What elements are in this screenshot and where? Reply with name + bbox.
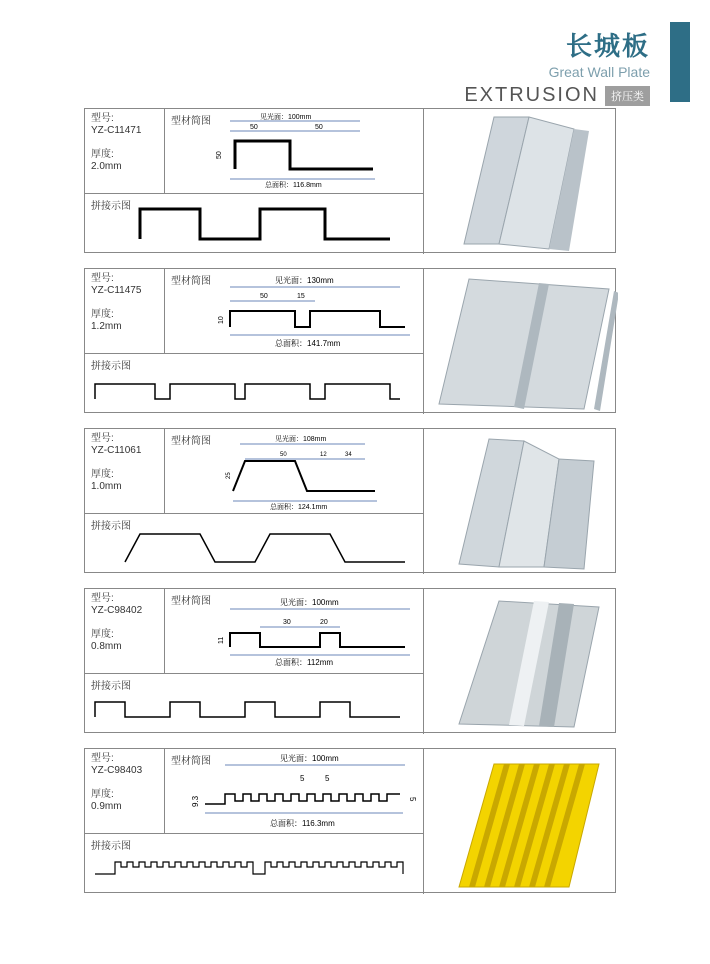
dim-label: 5 xyxy=(300,774,305,783)
diagram-label: 型材简图 xyxy=(171,116,211,127)
dim-label: 12 xyxy=(320,452,327,458)
model-cell xyxy=(85,749,165,834)
thickness-value: 1.2mm xyxy=(91,321,122,332)
dim-label: 5 xyxy=(325,774,330,783)
dim-label: 50 xyxy=(250,124,258,131)
height-label: 50 xyxy=(216,151,223,159)
joint-diagram xyxy=(85,834,423,894)
model-label: 型号: xyxy=(91,113,114,124)
thickness-value: 0.9mm xyxy=(91,801,122,812)
model-value: YZ-C11475 xyxy=(91,285,142,296)
total-area-text: 总面积：124.1mm xyxy=(270,504,328,511)
diagram-label: 型材简图 xyxy=(171,276,211,287)
visible-width-text: 见光面：130mm xyxy=(275,276,334,285)
joint-diagram xyxy=(85,674,423,734)
visible-width-text: 见光面：100mm xyxy=(280,754,339,763)
model-label: 型号: xyxy=(91,593,114,604)
total-area-text: 总面积：112mm xyxy=(275,658,334,667)
photo-render xyxy=(424,749,618,894)
dim-label: 50 xyxy=(260,293,268,300)
total-area-text: 总面积：141.7mm xyxy=(275,339,341,348)
height-label: 9.3 xyxy=(191,795,200,807)
joint-cell xyxy=(85,514,423,574)
total-area-text: 总面积：116.3mm xyxy=(270,819,335,828)
title-chinese: 长城板 xyxy=(565,31,650,61)
visible-width-text: 见光面：108mm xyxy=(275,436,327,443)
dim-label: 50 xyxy=(280,452,287,458)
joint-cell xyxy=(85,354,423,414)
thickness-value: 1.0mm xyxy=(91,481,122,492)
category-row xyxy=(464,84,650,107)
product-panel-5 xyxy=(84,748,616,893)
joint-diagram xyxy=(85,514,423,574)
model-cell xyxy=(85,269,165,354)
thickness-label: 厚度: xyxy=(91,789,114,800)
thickness-label: 厚度: xyxy=(91,469,114,480)
model-cell xyxy=(85,589,165,674)
dim-label: 20 xyxy=(320,619,328,626)
product-panel-2 xyxy=(84,268,616,413)
model-cell xyxy=(85,429,165,514)
product-panel-1 xyxy=(84,108,616,253)
model-label: 型号: xyxy=(91,273,114,284)
photo-render xyxy=(424,269,618,414)
category-badge: 挤压类 xyxy=(605,86,650,106)
height-label: 25 xyxy=(226,472,232,479)
model-value: YZ-C11471 xyxy=(91,125,142,136)
thickness-label: 厚度: xyxy=(91,309,114,320)
joint-label: 拼接示图 xyxy=(91,521,131,532)
total-area-text: 总面积：116.8mm xyxy=(265,182,322,189)
diagram-label: 型材简图 xyxy=(171,436,211,447)
model-value: YZ-C98403 xyxy=(91,765,143,776)
joint-label: 拼接示图 xyxy=(91,681,131,692)
joint-cell xyxy=(85,834,423,894)
category-label: EXTRUSION xyxy=(464,84,599,106)
visible-width-text: 见光面：100mm xyxy=(260,114,312,121)
dim-label: 34 xyxy=(345,452,352,458)
photo-render xyxy=(424,429,618,574)
diagram-cell xyxy=(165,589,423,674)
model-cell xyxy=(85,109,165,194)
model-value: YZ-C98402 xyxy=(91,605,143,616)
accent-bar xyxy=(670,22,690,102)
photo-render xyxy=(424,109,618,254)
joint-cell xyxy=(85,674,423,734)
joint-label: 拼接示图 xyxy=(91,361,131,372)
dim-label: 50 xyxy=(315,124,323,131)
product-panel-4 xyxy=(84,588,616,733)
model-value: YZ-C11061 xyxy=(91,445,142,456)
joint-diagram xyxy=(85,194,423,254)
dim-label: 30 xyxy=(283,619,291,626)
page-header xyxy=(430,12,690,106)
model-label: 型号: xyxy=(91,433,114,444)
diagram-label: 型材简图 xyxy=(171,596,211,607)
thickness-value: 2.0mm xyxy=(91,161,122,172)
photo-render xyxy=(424,589,618,734)
visible-width-text: 见光面：100mm xyxy=(280,598,339,607)
product-photo xyxy=(423,109,617,254)
diagram-cell xyxy=(165,429,423,514)
diagram-label: 型材简图 xyxy=(171,756,211,767)
model-label: 型号: xyxy=(91,753,114,764)
height-label: 11 xyxy=(218,636,225,644)
product-panel-3 xyxy=(84,428,616,573)
title-english: Great Wall Plate xyxy=(548,64,650,80)
product-photo xyxy=(423,269,617,414)
thickness-label: 厚度: xyxy=(91,629,114,640)
joint-cell xyxy=(85,194,423,254)
diagram-cell xyxy=(165,269,423,354)
height-label: 10 xyxy=(218,316,225,324)
diagram-cell xyxy=(165,749,423,834)
joint-diagram xyxy=(85,354,423,414)
product-photo xyxy=(423,589,617,734)
thickness-label: 厚度: xyxy=(91,149,114,160)
height-label-right: 5 xyxy=(408,797,417,802)
diagram-cell xyxy=(165,109,423,194)
joint-label: 拼接示图 xyxy=(91,201,131,212)
dim-label: 15 xyxy=(297,293,305,300)
thickness-value: 0.8mm xyxy=(91,641,122,652)
product-photo xyxy=(423,429,617,574)
joint-label: 拼接示图 xyxy=(91,841,131,852)
product-photo xyxy=(423,749,617,894)
